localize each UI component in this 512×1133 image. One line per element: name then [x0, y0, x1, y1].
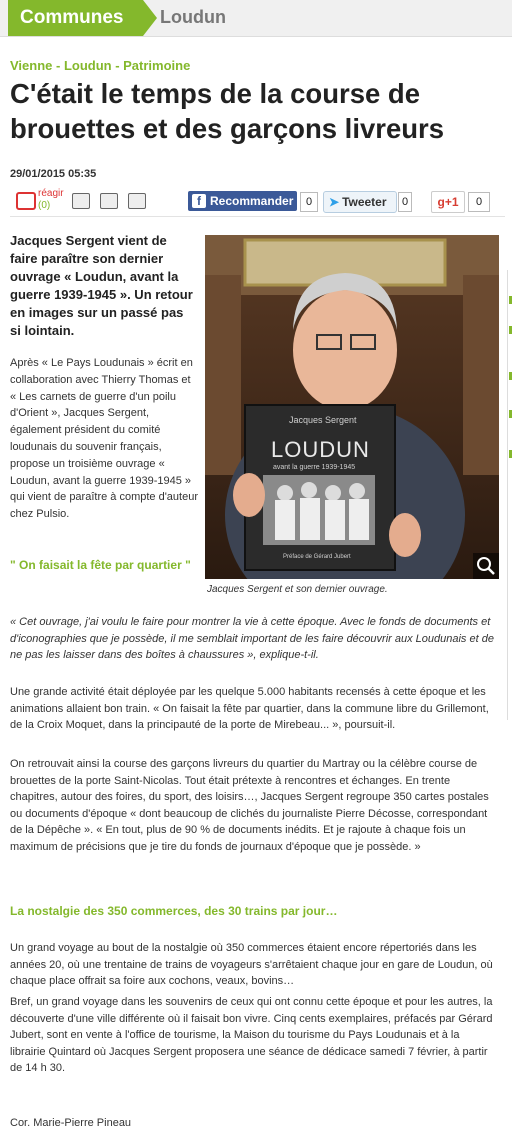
article-body-paragraph-4: Un grand voyage au bout de la nostalgie où 350 commerces étaient encore répertoriés dans les années 20, où une trentaine de trains de voyageurs s'arrêtaient chaque jour en gare de Loudun, où chaque place offrait sa foire aux cochons, veaux, bovins… [10, 942, 493, 988]
article-author: Cor. Marie-Pierre Pineau [10, 1117, 132, 1129]
email-icon[interactable] [72, 193, 90, 209]
book-subtitle-text: avant la guerre 1939-1945 [273, 464, 356, 471]
top-navigation-bar [0, 0, 512, 37]
breadcrumb-loudun[interactable]: Loudun [160, 7, 226, 27]
photo-caption: Jacques Sergent et son dernier ouvrage. [207, 584, 388, 595]
facebook-recommend-button[interactable] [188, 191, 297, 211]
print-icon[interactable] [100, 193, 118, 209]
zoom-button[interactable] [473, 553, 499, 579]
twitter-icon: ➤ [329, 195, 340, 209]
article-date: 29/01/2015 05:35 [10, 168, 97, 180]
twitter-tweet-button[interactable] [323, 191, 397, 213]
page-icon[interactable] [128, 193, 146, 209]
gplus-button[interactable] [431, 191, 465, 213]
photo-illustration [205, 235, 499, 579]
gplus-icon: g [437, 195, 445, 209]
book-author-text: Jacques Sergent [289, 415, 357, 425]
twitter-button-label: Tweeter [342, 195, 387, 209]
right-sidebar-edge [507, 270, 512, 720]
share-toolbar [10, 188, 505, 217]
article-photo[interactable] [205, 235, 499, 579]
comment-icon[interactable] [16, 192, 36, 210]
book-preface-text: Préface de Gérard Jubert [283, 554, 351, 560]
article-lead: Jacques Sergent vient de faire paraître son dernier ouvrage « Loudun, avant la guerre 1939-1945 ». Un retour en images sur un passé pas si lointain. [10, 233, 193, 338]
section-tab-communes[interactable]: Communes [8, 0, 143, 36]
subheading-quote: " On faisait la fête par quartier " [10, 558, 191, 572]
article-intro: Après « Le Pays Loudunais » écrit en collaboration avec Thierry Thomas et « Les carnets de guerre d'un poilu d'Orient », Jacques Sergent, également président du comité loudunais du souvenir français, propose un troisième ouvrage « Loudun, avant la guerre 1939-1945 » qui vient de paraître à compte d'auteur chez Pulsio. [10, 357, 198, 521]
gplus-count: 0 [468, 192, 490, 212]
article-title: C'était le temps de la course de brouettes et des garçons livreurs [10, 78, 445, 144]
reagir-link[interactable]: réagir [38, 188, 64, 199]
facebook-count: 0 [300, 192, 318, 212]
article-body-paragraph-1: « Cet ouvrage, j'ai voulu le faire pour montrer la vie à cette époque. Avec le fonds de documents et d'iconographies que je possède, il me semblait important de les faire découvrir aux Loudunais et de ne pas les laisser dans des boîtes à chaussures », explique-t-il. [10, 616, 494, 662]
article-kicker[interactable]: Vienne - Loudun - Patrimoine [10, 58, 191, 73]
book-title-text: LOUDUN [271, 437, 370, 462]
subheading-nostalgie: La nostalgie des 350 commerces, des 30 trains par jour… [10, 904, 338, 918]
comment-count: (0) [38, 200, 51, 211]
article-body-paragraph-5: Bref, un grand voyage dans les souvenirs de ceux qui ont connu cette époque et pour les autres, la découverte d'une ville différente où il faisait bon vivre. Cinq cents exemplaires, préfacés par Gérard Jubert, sont en vente à l'office de tourisme, la Maison du tourisme du Pays Loudunais et à la librairie Quintard où Jacques Sergent proposera une séance de dédicace samedi 7 février, à partir de 14 h 30. [10, 996, 493, 1075]
facebook-icon: f [192, 194, 206, 208]
facebook-button-label: Recommander [210, 194, 294, 208]
article-body-paragraph-2: Une grande activité était déployée par les quelque 5.000 habitants recensés à cette époque et les animations allaient bon train. « On faisait la fête par quartier, dans la commune libre du Grillemont, de la Croix Moquet, dans la principauté de la porte de Mirebeau... », poursuit-il. [10, 686, 489, 732]
article-body-paragraph-3: On retrouvait ainsi la course des garçons livreurs du quartier du Martray ou la célèbre course de brouettes de la porte Saint-Nicolas. Tout était prétexte à rencontres et échanges. En trente chapitres, autour des foires, du sport, des loisirs…, Jacques Sergent regroupe 350 cartes postales ou documents d'époque « dont beaucoup de clichés du journaliste Pierre Décosse, correspondant de la Dépêche ». « En tout, plus de 90 % de documents inédits. Et je rajoute à chaque fois un maximum de précisions que je tire du fonds de journaux d'époque que je possède. » [10, 758, 489, 853]
gplus-label: +1 [444, 195, 459, 209]
twitter-count: 0 [398, 192, 412, 212]
